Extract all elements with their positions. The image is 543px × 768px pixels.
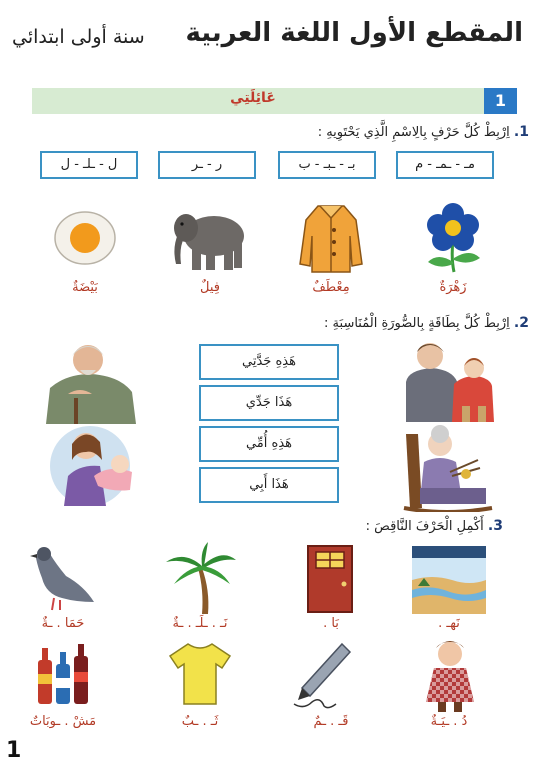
page-number: 1 <box>6 738 22 763</box>
word-pen: قَـ . ـمٌ <box>313 714 349 729</box>
exercise-2-number: 2. <box>513 315 529 331</box>
elephant-icon <box>170 204 250 274</box>
river-icon <box>412 546 486 614</box>
mother-with-baby-icon <box>50 420 142 510</box>
pigeon-icon <box>26 542 96 614</box>
word-egg: بَيْضَةٌ <box>72 280 98 295</box>
word-coat: مِعْطَفٌ <box>312 280 350 295</box>
exercise-3-number: 3. <box>487 518 503 534</box>
flower-icon <box>418 200 488 275</box>
word-door: بَا . <box>323 616 339 631</box>
exercise-2-instruction: 2. اِرْبِطْ كُلَّ بِطَاقَةٍ بِالصُّورَةِ الْمُنَاسِبَةِ : <box>324 315 529 331</box>
letter-box-meem[interactable]: مـ - ـمـ - م <box>396 151 494 179</box>
exercise-3-instruction: 3. أَكْمِلِ الْحَرْفَ النَّاقِصَ : <box>365 518 503 534</box>
word-pigeon: حَمَا . ـةٌ <box>41 616 85 631</box>
word-river: نَهـ . <box>438 616 460 631</box>
card-grandmother[interactable]: هَذِهِ جَدَّتِي <box>199 344 339 380</box>
egg-icon <box>50 204 120 272</box>
coat-icon <box>296 200 366 275</box>
word-tshirt: ثَـ . ـبٌ <box>181 714 219 729</box>
doll-icon <box>420 638 480 714</box>
letter-box-baa[interactable]: بـ - ـبـ - ب <box>278 151 376 179</box>
word-doll: دُ . ـيَـةٌ <box>430 714 468 729</box>
letter-box-laam[interactable]: ل - ـلـ - ل <box>40 151 138 179</box>
grandfather-with-cane-icon <box>36 338 146 424</box>
father-with-child-icon <box>392 336 510 424</box>
pen-icon <box>290 640 354 712</box>
grandmother-knitting-icon <box>396 424 506 512</box>
card-mother[interactable]: هَذِهِ أُمِّي <box>199 426 339 462</box>
card-grandfather[interactable]: هَذَا جَدِّي <box>199 385 339 421</box>
word-flower: زَهْرَةٌ <box>439 280 467 295</box>
letter-box-raa[interactable]: ر - ـر <box>158 151 256 179</box>
grade-label: سنة أولى ابتدائي <box>12 26 145 48</box>
palm-tree-icon <box>164 542 236 614</box>
bottles-icon <box>34 640 92 706</box>
word-palm: نَـ . ـلَـ . ـةٌ <box>172 616 228 631</box>
section-number: 1 <box>484 88 517 114</box>
word-drinks: مَشْ . ـوبَاتٌ <box>29 714 97 729</box>
word-elephant: فِيلٌ <box>200 280 220 295</box>
worksheet-title: المقطع الأول اللغة العربية <box>185 18 523 48</box>
door-icon <box>306 544 354 614</box>
exercise-1-instruction: 1. اِرْبِطْ كُلَّ حَرْفٍ بِالِاسْمِ الَّذِي يَحْتَوِيهِ : <box>317 124 529 140</box>
exercise-1-number: 1. <box>513 124 529 140</box>
section-title: عَائِلَتِي <box>230 90 276 106</box>
tshirt-icon <box>168 640 232 706</box>
card-father[interactable]: هَذَا أَبِي <box>199 467 339 503</box>
